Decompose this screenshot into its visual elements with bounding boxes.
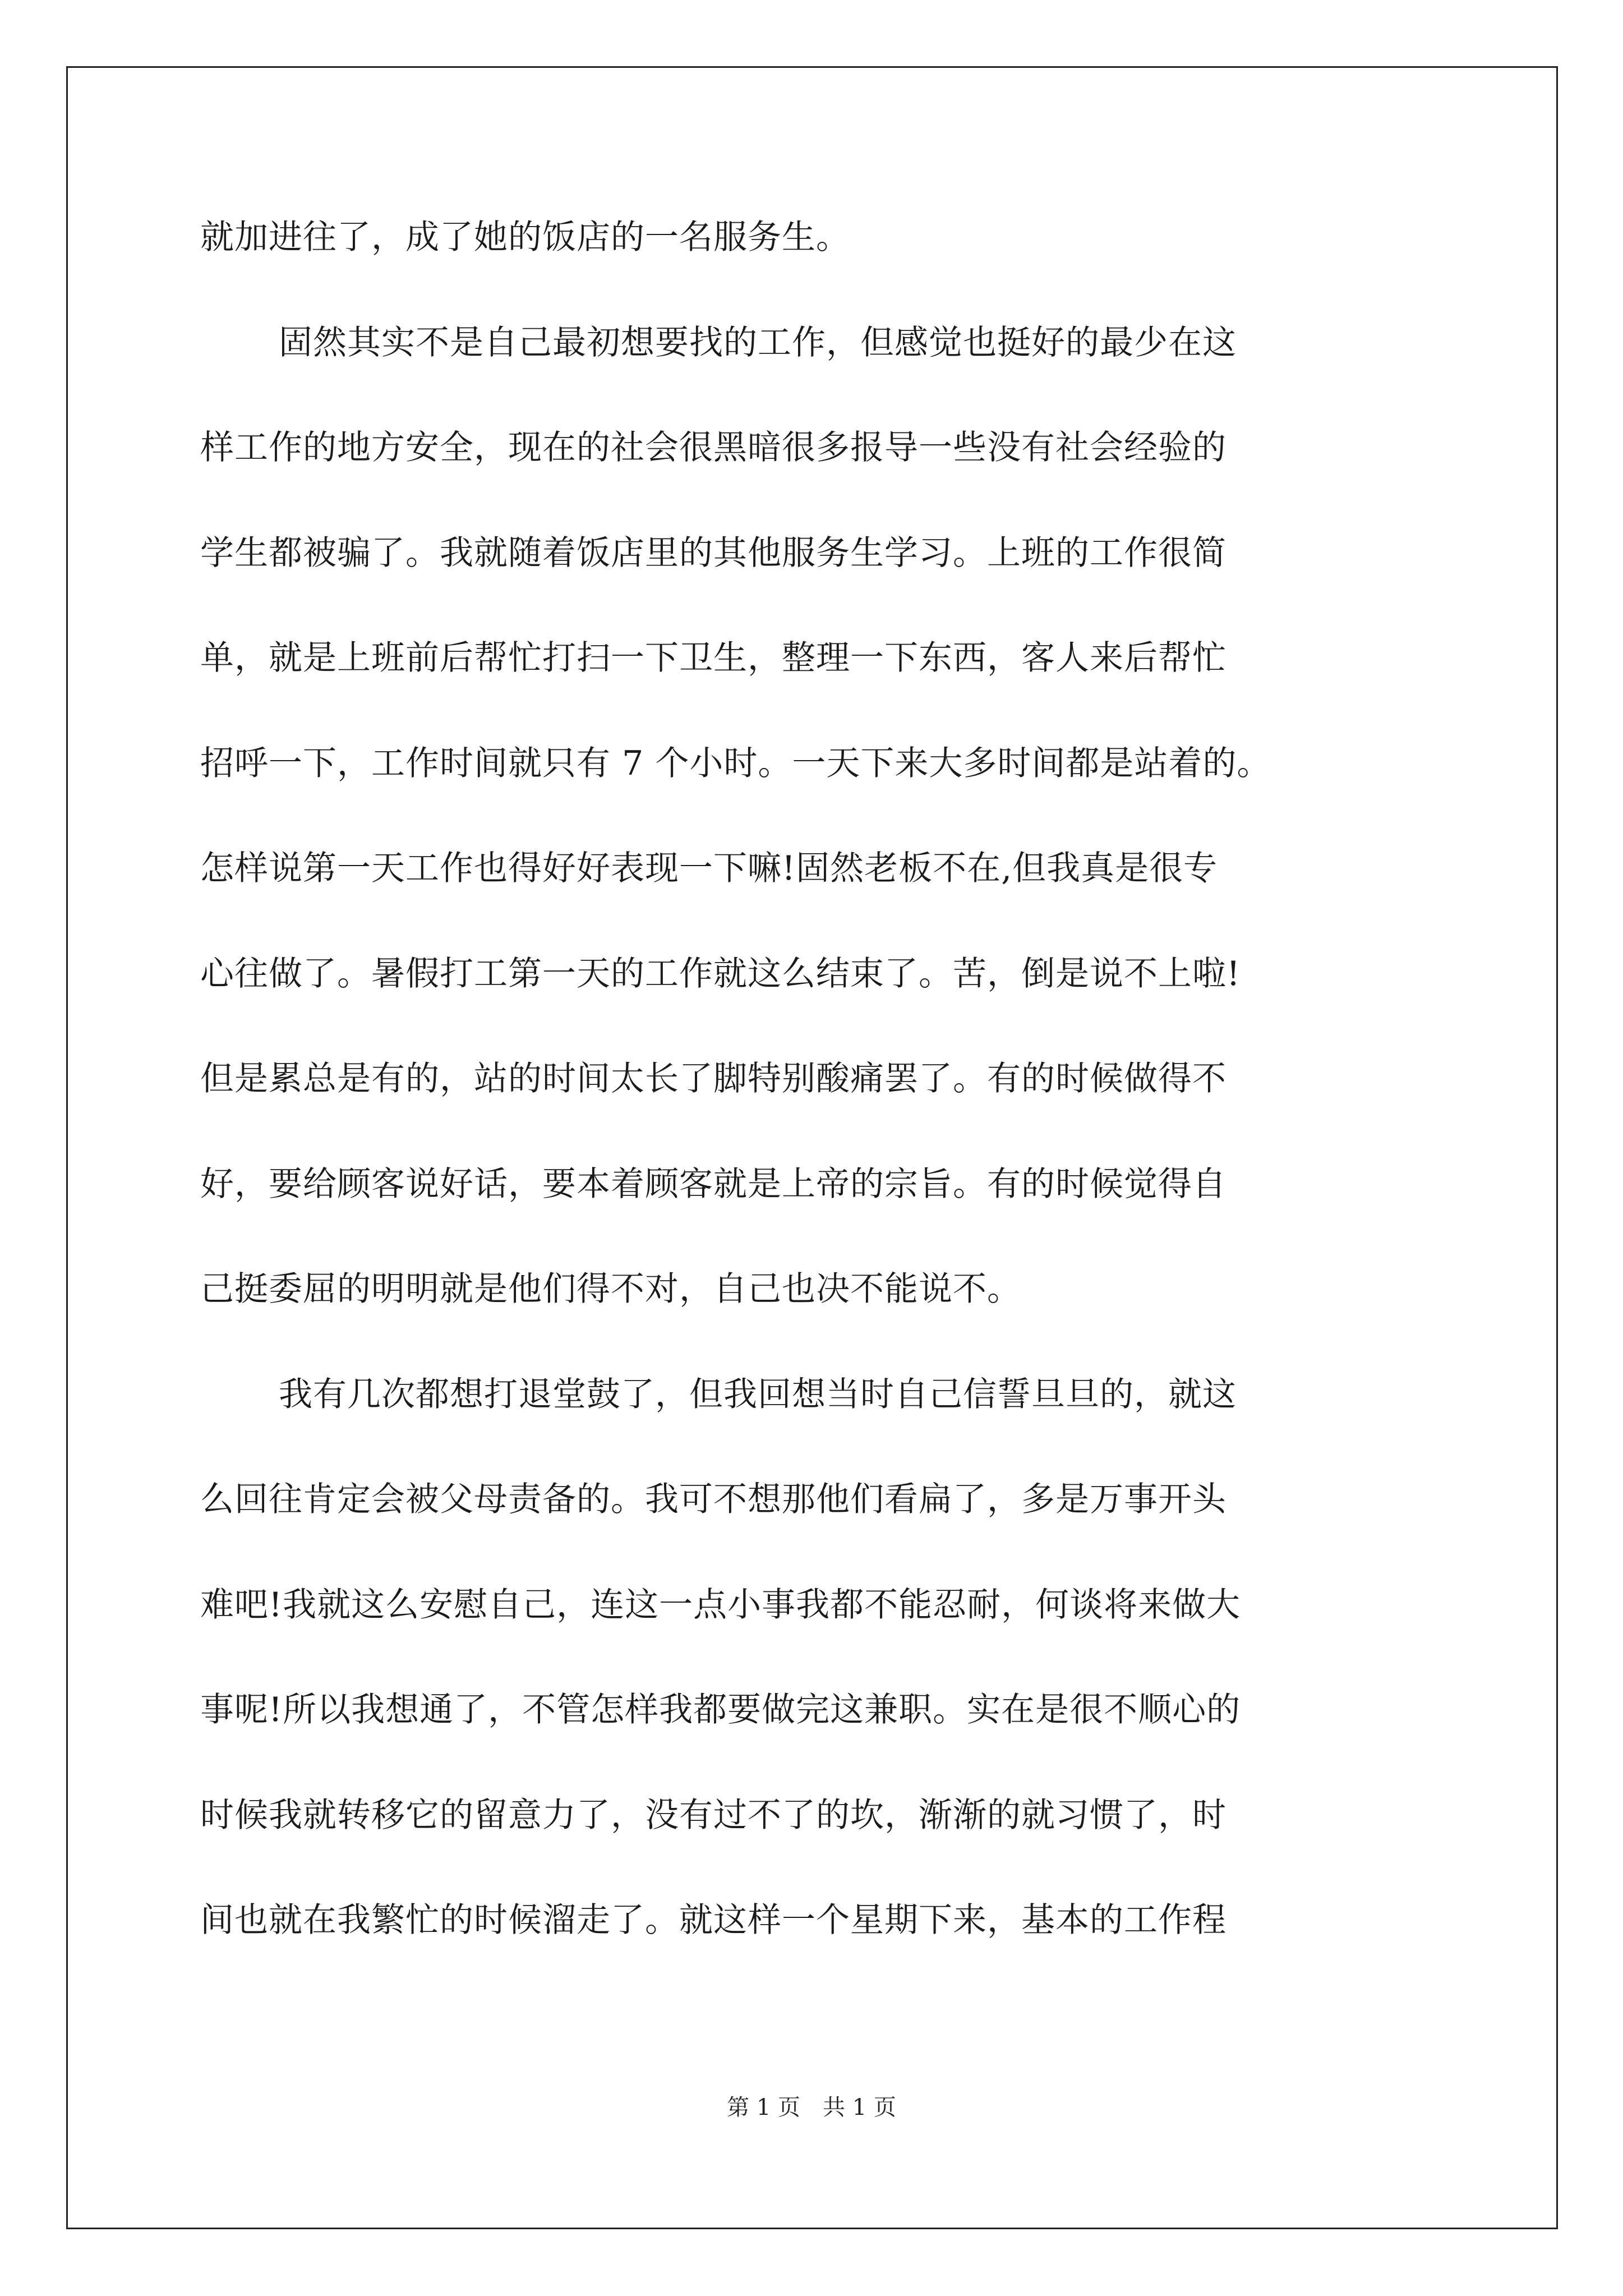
page-number-footer: 第 1 页 共 1 页	[727, 2095, 896, 2120]
text-line: 样工作的地方安全，现在的社会很黑暗很多报导一些没有社会经验的	[200, 428, 1227, 467]
text-line: 心往做了。暑假打工第一天的工作就这么结束了。苦，倒是说不上啦!	[200, 954, 1241, 993]
text-line: 间也就在我繁忙的时候溜走了。就这样一个星期下来，基本的工作程	[200, 1901, 1227, 1940]
text-line: 难吧!我就这么安慰自己，连这一点小事我都不能忍耐，何谈将来做大	[200, 1585, 1241, 1625]
text-line: 己挺委屈的明明就是他们得不对，自己也决不能说不。	[200, 1269, 1021, 1309]
text-line: 单，就是上班前后帮忙打扫一下卫生，整理一下东西，客人来后帮忙	[200, 638, 1227, 678]
text-line: 就加进往了，成了她的饭店的一名服务生。	[200, 218, 850, 257]
text-line: 招呼一下，工作时间就只有 7 个小时。一天下来大多时间都是站着的。	[200, 743, 1271, 783]
text-line: 么回往肯定会被父母责备的。我可不想那他们看扁了，多是万事开头	[200, 1480, 1227, 1519]
text-line: 怎样说第一天工作也得好好表现一下嘛!固然老板不在,但我真是很专	[200, 849, 1218, 888]
text-line: 固然其实不是自己最初想要找的工作，但感觉也挺好的最少在这	[279, 323, 1237, 362]
text-line: 事呢!所以我想通了，不管怎样我都要做完这兼职。实在是很不顺心的	[200, 1690, 1241, 1729]
document-body	[200, 218, 1451, 2006]
text-line: 我有几次都想打退堂鼓了，但我回想当时自己信誓旦旦的，就这	[279, 1374, 1237, 1414]
text-line: 学生都被骗了。我就随着饭店里的其他服务生学习。上班的工作很简	[200, 533, 1227, 573]
text-line: 好，要给顾客说好话，要本着顾客就是上帝的宗旨。有的时候觉得自	[200, 1164, 1227, 1204]
text-line: 但是累总是有的，站的时间太长了脚特别酸痛罢了。有的时候做得不	[200, 1059, 1227, 1098]
text-line: 时候我就转移它的留意力了，没有过不了的坎，渐渐的就习惯了，时	[200, 1795, 1227, 1835]
